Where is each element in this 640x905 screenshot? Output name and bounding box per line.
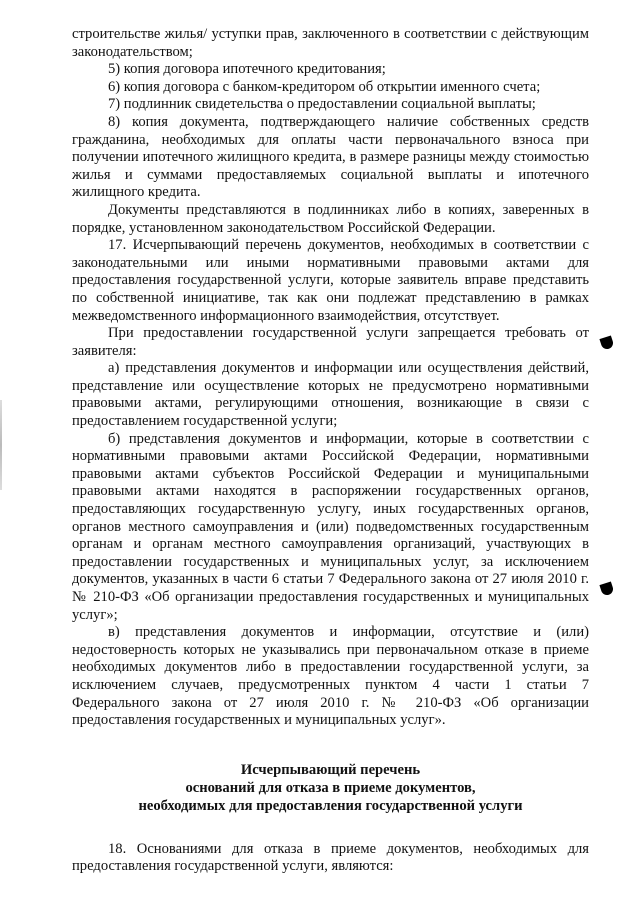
section-heading xyxy=(72,761,589,815)
paragraph-continuation: строительстве жилья/ уступки прав, заключенного в соответствии с действующим законодательством; xyxy=(72,26,589,60)
paragraph-prohibition: При предоставлении государственной услуги запрещается требовать от заявителя: xyxy=(72,325,589,359)
document-page xyxy=(72,26,589,876)
scan-edge-shadow xyxy=(0,400,2,490)
punch-hole-mark-icon xyxy=(599,581,614,596)
punch-hole-mark-icon xyxy=(599,335,614,350)
paragraph-17: 17. Исчерпывающий перечень документов, необходимых в соответствии с законодательными или иными нормативными правовыми актами для предоставления государственной услуги, которые заявитель вправе представить по собственной инициативе, так как они подлежат представлению в рамках межведомственного информационного взаимодействия, отсутствует. xyxy=(72,237,589,324)
section-heading-line-2: оснований для отказа в приеме документов, xyxy=(185,779,476,796)
list-item-6: 6) копия договора с банком-кредитором об открытии именного счета; xyxy=(108,78,541,95)
paragraph-18: 18. Основаниями для отказа в приеме документов, необходимых для предоставления государственной услуги, являются: xyxy=(72,840,589,875)
list-item-7: 7) подлинник свидетельства о предоставлении социальной выплаты; xyxy=(108,96,536,113)
paragraph-documents-form: Документы представляются в подлинниках либо в копиях, заверенных в порядке, установленном законодательством Российской Федерации. xyxy=(72,201,589,236)
list-item-5: 5) копия договора ипотечного кредитования; xyxy=(108,61,386,78)
section-heading-line-3: необходимых для предоставления государственной услуги xyxy=(138,797,523,814)
list-item-8: 8) копия документа, подтверждающего наличие собственных средств гражданина, необходимых для оплаты части первоначального взноса при получении ипотечного жилищного кредита, в размере разницы между стоимостью жилья и суммами предоставляемых социальной выплаты и ипотечного жилищного кредита. xyxy=(72,113,589,201)
section-heading-line-1: Исчерпывающий перечень xyxy=(240,761,421,778)
spacer xyxy=(72,815,589,841)
subitem-b: б) представления документов и информации, которые в соответствии с нормативными правовыми актами Российской Федерации, нормативными правовыми актами субъектов Российской Федерации и муниципальными правовыми актами находятся в распоряжении государственных органов, предоставляющих государственную услугу, иных государственных органов, органов местного самоуправления и (или) подведомственных государственным органам и органам местного самоуправления организаций, участвующих в предоставлении государственных и муниципальных услуг, за исключением документов, указанных в части 6 статьи 7 Федерального закона от 27 июля 2010 г. № 210-ФЗ «Об организации предоставления государственных и муниципальных услуг»; xyxy=(72,430,589,623)
subitem-a: а) представления документов и информации или осуществления действий, представление или осуществление которых не предусмотрено нормативными правовыми актами, регулирующими отношения, возникающие в связи с предоставлением государственной услуги; xyxy=(72,360,589,430)
subitem-v: в) представления документов и информации, отсутствие и (или) недостоверность которых не указывались при первоначальном отказе в приеме необходимых документов либо в предоставлении государственной услуги, за исключением случаев, предусмотренных пунктом 4 части 1 статьи 7 Федерального закона от 27 июля 2010 г. № 210-ФЗ «Об организации предоставления государственных и муниципальных услуг». xyxy=(72,624,589,729)
